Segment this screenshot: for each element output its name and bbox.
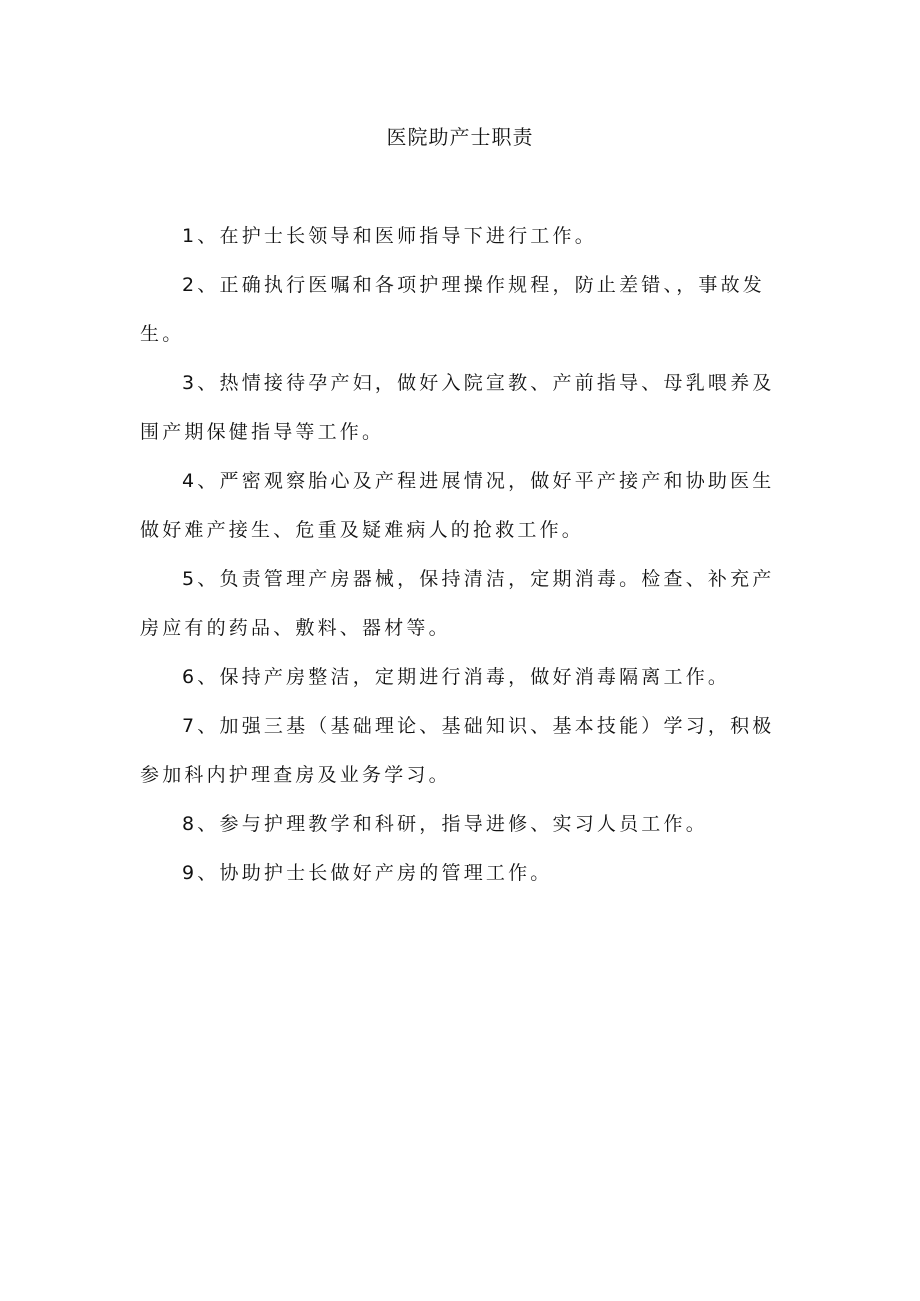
duty-item-3: 3、热情接待孕产妇，做好入院宣教、产前指导、母乳喂养及围产期保健指导等工作。	[140, 372, 775, 443]
duty-item-9: 9、协助护士长做好产房的管理工作。	[182, 862, 553, 884]
duty-item-2: 2、正确执行医嘱和各项护理操作规程，防止差错、，事故发生。	[140, 274, 765, 345]
duty-item-6: 6、保持产房整洁，定期进行消毒，做好消毒隔离工作。	[182, 666, 731, 688]
duty-item-4: 4、严密观察胎心及产程进展情况，做好平产接产和协助医生做好难产接生、危重及疑难病人的抢救工作。	[140, 470, 775, 541]
duty-item-5: 5、负责管理产房器械，保持清洁，定期消毒。检查、补充产房应有的药品、敷料、器材等。	[140, 568, 775, 639]
duty-list	[140, 212, 790, 898]
duty-item-1: 1、在护士长领导和医师指导下进行工作。	[182, 225, 597, 247]
duty-item-8: 8、参与护理教学和科研，指导进修、实习人员工作。	[182, 813, 708, 835]
duty-item-7: 7、加强三基（基础理论、基础知识、基本技能）学习，积极参加科内护理查房及业务学习。	[140, 715, 775, 786]
document-title: 医院助产士职责	[386, 125, 534, 149]
